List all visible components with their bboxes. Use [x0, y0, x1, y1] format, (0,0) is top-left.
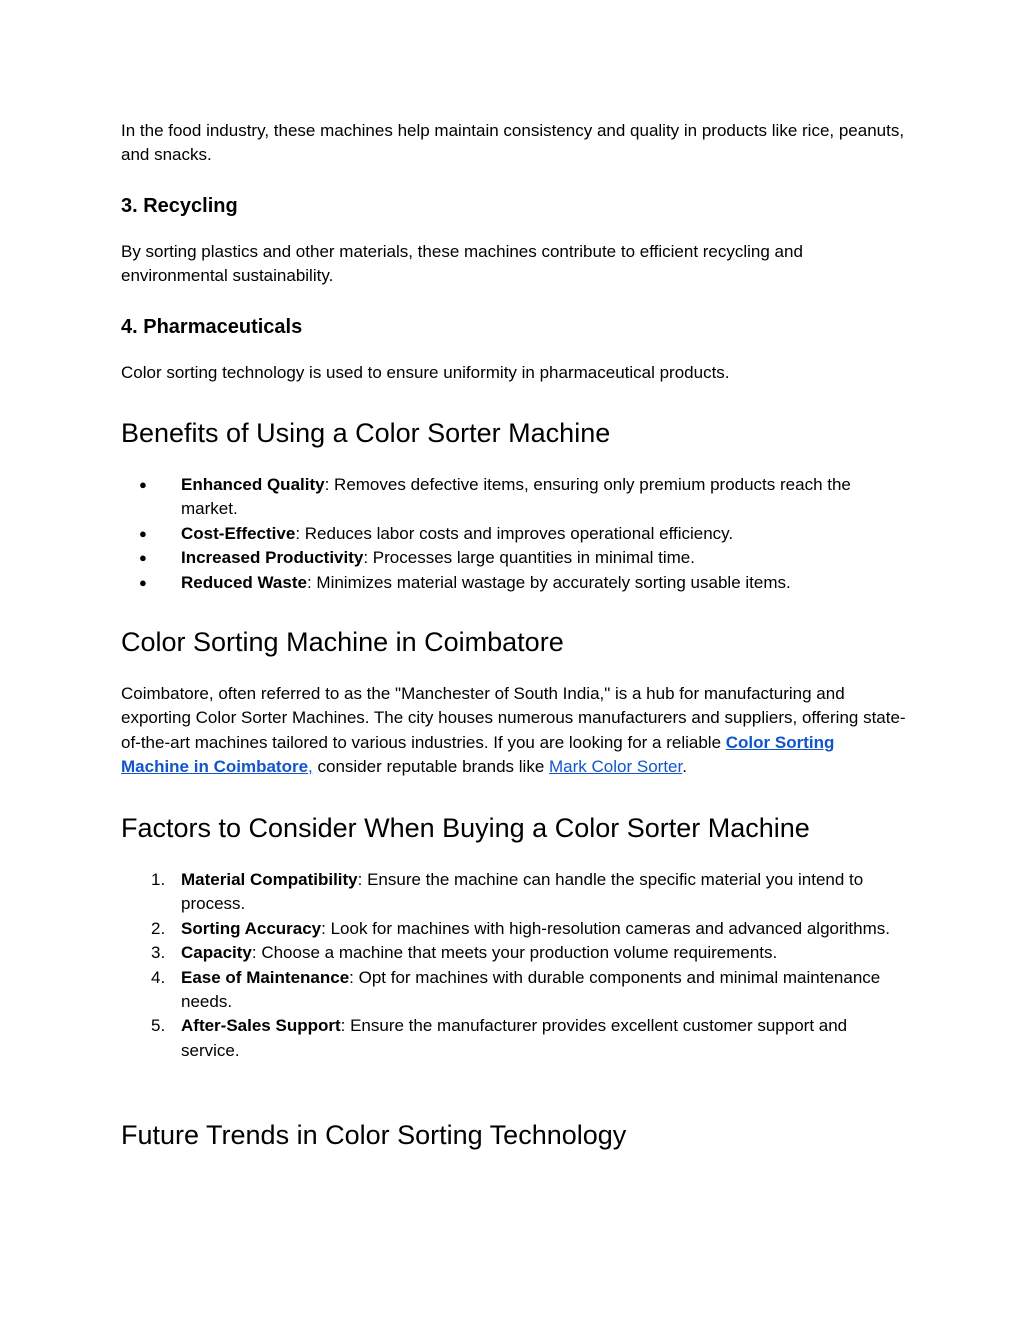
factor-desc: : Opt for machines with durable components and minimal maintenance needs.	[181, 967, 881, 1012]
list-number: 3.	[151, 943, 166, 963]
benefit-term: Cost-Effective	[181, 523, 296, 543]
coimbatore-text-middle: consider reputable brands like	[312, 757, 550, 777]
list-item	[121, 868, 907, 917]
link-comma[interactable]: ,	[308, 757, 313, 777]
factor-term: Capacity	[181, 943, 252, 963]
list-item	[121, 571, 907, 595]
factor-term: Sorting Accuracy	[181, 918, 322, 938]
color-sorting-machine-coimbatore-link[interactable]: Color Sorting Machine in Coimbatore	[121, 732, 835, 777]
list-item	[121, 473, 907, 522]
list-item	[121, 1014, 907, 1063]
list-item	[121, 522, 907, 546]
recycling-paragraph: By sorting plastics and other materials, these machines contribute to efficient recycling and environmental sustainability.	[121, 242, 803, 286]
pharmaceuticals-heading: 4. Pharmaceuticals	[121, 316, 303, 338]
factor-term: Material Compatibility	[181, 870, 358, 889]
benefit-term: Reduced Waste	[181, 572, 307, 592]
list-number: 1.	[151, 870, 166, 889]
future-trends-heading: Future Trends in Color Sorting Technology	[121, 1120, 627, 1150]
factor-desc: : Choose a machine that meets your production volume requirements.	[251, 943, 778, 963]
benefit-desc: : Minimizes material wastage by accurately sorting usable items.	[306, 572, 791, 592]
factor-desc: : Look for machines with high-resolution cameras and advanced algorithms.	[321, 918, 890, 938]
benefit-desc: : Processes large quantities in minimal time.	[363, 548, 695, 568]
factor-term: After-Sales Support	[181, 1016, 341, 1036]
benefit-desc: : Reduces labor costs and improves operational efficiency.	[295, 523, 734, 543]
food-industry-paragraph: In the food industry, these machines help maintain consistency and quality in products like rice, peanuts, and snacks.	[121, 121, 905, 165]
benefit-desc: : Removes defective items, ensuring only premium products reach the market.	[181, 475, 851, 519]
list-item	[121, 941, 907, 965]
factor-desc: : Ensure the machine can handle the specific material you intend to process.	[181, 870, 864, 914]
bullet-icon: ●	[139, 525, 147, 541]
mark-color-sorter-link[interactable]: Mark Color Sorter	[549, 757, 683, 777]
factors-heading: Factors to Consider When Buying a Color Sorter Machine	[121, 813, 810, 843]
coimbatore-text-before: Coimbatore, often referred to as the "Manchester of South India," is a hub for manufacturing and exporting Color Sorter Machines. The city houses numerous manufacturers and suppliers, offering state-of-the-art machines tailored to various industries. If you are looking for a reliable	[121, 684, 906, 752]
list-item	[121, 917, 907, 941]
list-number: 4.	[151, 967, 166, 987]
coimbatore-paragraph	[121, 682, 907, 780]
list-item	[121, 546, 907, 570]
list-item	[121, 966, 907, 1015]
coimbatore-text-after: .	[682, 757, 687, 777]
factor-term: Ease of Maintenance	[181, 967, 350, 987]
benefits-heading: Benefits of Using a Color Sorter Machine	[121, 418, 611, 448]
bullet-icon: ●	[139, 477, 147, 492]
benefit-term: Increased Productivity	[181, 548, 364, 568]
benefit-term: Enhanced Quality	[181, 475, 325, 494]
bullet-icon: ●	[139, 574, 147, 590]
bullet-icon: ●	[139, 550, 147, 566]
factor-desc: : Ensure the manufacturer provides excellent customer support and service.	[181, 1016, 848, 1060]
list-number: 2.	[151, 918, 166, 938]
benefits-list	[121, 473, 907, 595]
list-number: 5.	[151, 1016, 166, 1036]
recycling-heading: 3. Recycling	[121, 195, 238, 217]
factors-list	[121, 868, 907, 1063]
pharmaceuticals-paragraph: Color sorting technology is used to ensure uniformity in pharmaceutical products.	[121, 363, 730, 382]
coimbatore-heading: Color Sorting Machine in Coimbatore	[121, 627, 564, 657]
